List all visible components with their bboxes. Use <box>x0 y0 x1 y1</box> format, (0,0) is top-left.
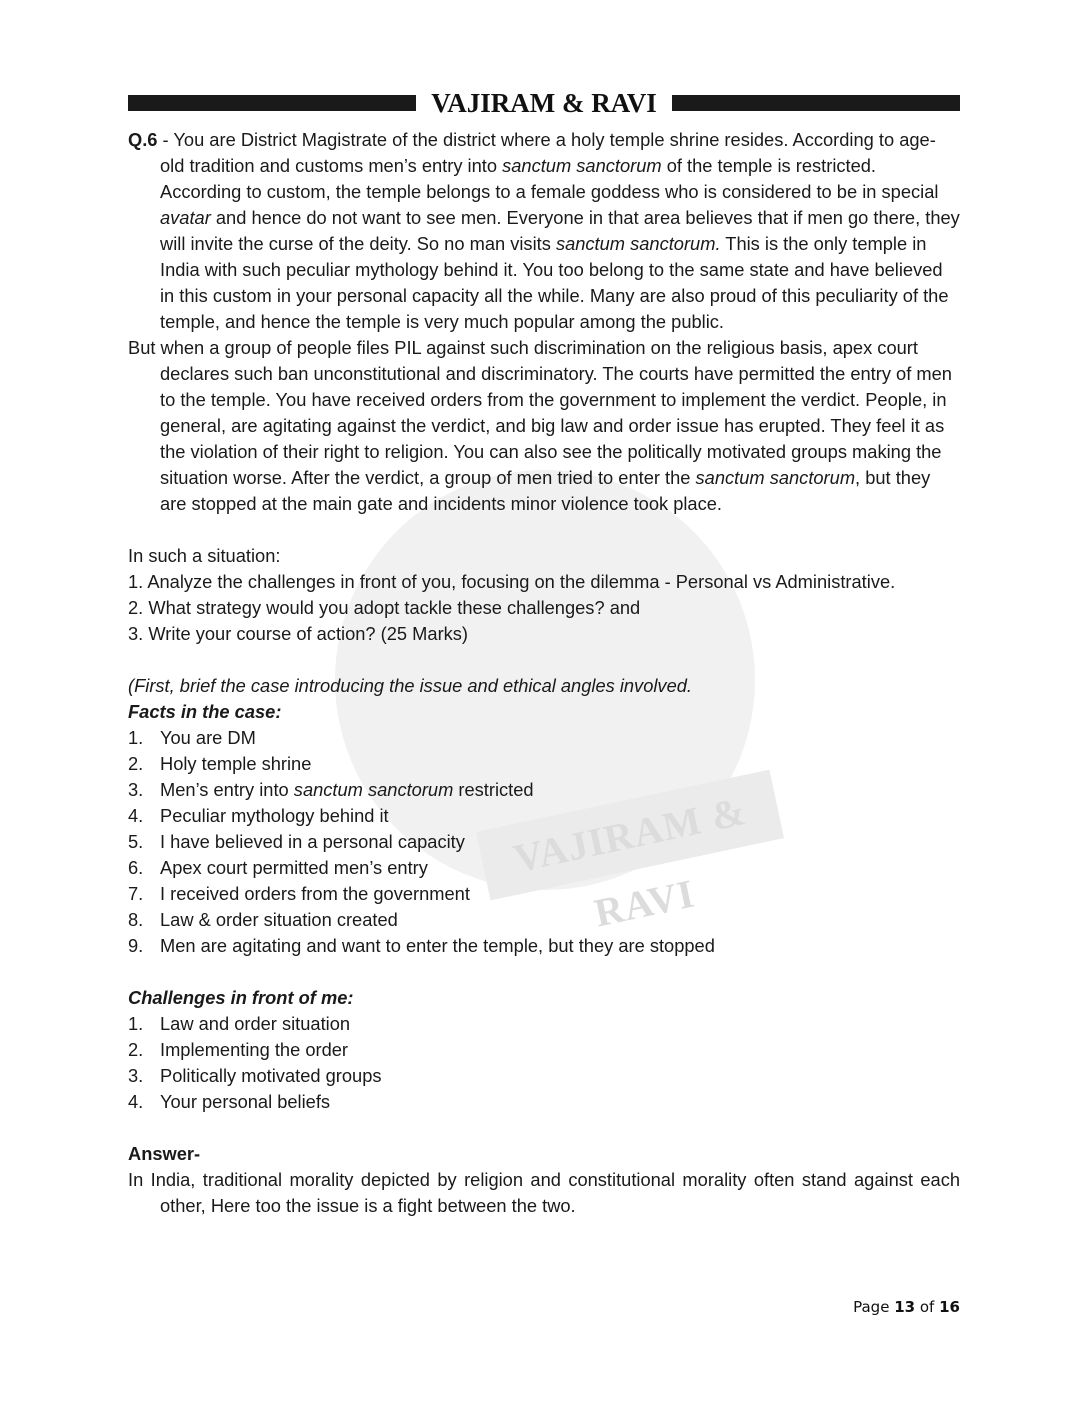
header-title <box>128 86 960 120</box>
page-header <box>128 86 960 122</box>
task-1: 1. Analyze the challenges in front of you, focusing on the dilemma - Personal vs Administrative. <box>128 571 896 592</box>
task-3: 3. Write your course of action? (25 Marks) <box>128 623 469 644</box>
challenges-heading: Challenges in front of me: <box>128 987 354 1008</box>
list-item: 2. Implementing the order <box>128 1039 348 1060</box>
brief-note: (First, brief the case introducing the issue and ethical angles involved. <box>128 675 692 696</box>
list-item: 1. You are DM <box>128 727 256 748</box>
list-item: 2. Holy temple shrine <box>128 753 312 774</box>
task-2: 2. What strategy would you adopt tackle these challenges? and <box>128 597 641 618</box>
challenges-list <box>128 1011 960 1115</box>
list-item: 5. I have believed in a personal capacity <box>128 831 465 852</box>
list-item: 3. Men’s entry into sanctum sanctorum restricted <box>128 779 534 800</box>
list-item: 9. Men are agitating and want to enter the temple, but they are stopped <box>128 935 715 956</box>
situation-intro: In such a situation: <box>128 545 281 566</box>
facts-heading: Facts in the case: <box>128 701 282 722</box>
question-paragraph-2: But when a group of people files PIL against such discrimination on the religious basis, apex court declares such ban unconstitutional and discriminatory. The courts have permitted the entry of men to the temple. You have received orders from the government to implement the verdict. People, in general, are agitating against the verdict, and big law and order issue has erupted. They feel it as the violation of their right to religion. You can also see the politically motivated groups making the situation worse. After the verdict, a group of men tried to enter the sanctum sanctorum, but they are stopped at the main gate and incidents minor violence took place. <box>128 337 952 514</box>
answer-text: In India, traditional morality depicted by religion and constitutional morality often stand against each other, Here too the issue is a fight between the two. <box>128 1169 960 1216</box>
answer-heading: Answer- <box>128 1143 201 1164</box>
list-item: 1. Law and order situation <box>128 1013 351 1034</box>
question-label: Q.6 <box>128 129 158 150</box>
list-item: 6. Apex court permitted men’s entry <box>128 857 428 878</box>
list-item: 4. Peculiar mythology behind it <box>128 805 389 826</box>
list-item: 8. Law & order situation created <box>128 909 398 930</box>
page-content <box>128 127 960 1219</box>
facts-list <box>128 725 960 959</box>
list-item: 3. Politically motivated groups <box>128 1065 382 1086</box>
header-title-text: VAJIRAM & RAVI <box>423 88 665 118</box>
question-paragraph-1: Q.6 - You are District Magistrate of the district where a holy temple shrine resides. According to age-old tradition and customs men’s entry into sanctum sanctorum of the temple is restricted. According to custom, the temple belongs to a female goddess who is considered to be in special avatar and hence do not want to see men. Everyone in that area believes that if men go there, they will invite the curse of the deity. So no man visits sanctum sanctorum. This is the only temple in India with such peculiar mythology behind it. You too belong to the same state and have believed in this custom in your personal capacity all the while. Many are also proud of this peculiarity of the temple, and hence the temple is very much popular among the public. <box>128 129 960 332</box>
watermark-ribbon: VAJIRAM & RAVI <box>476 770 784 901</box>
page-number: Page 13 of 16 <box>853 1298 960 1316</box>
list-item: 4. Your personal beliefs <box>128 1091 331 1112</box>
list-item: 7. I received orders from the government <box>128 883 470 904</box>
